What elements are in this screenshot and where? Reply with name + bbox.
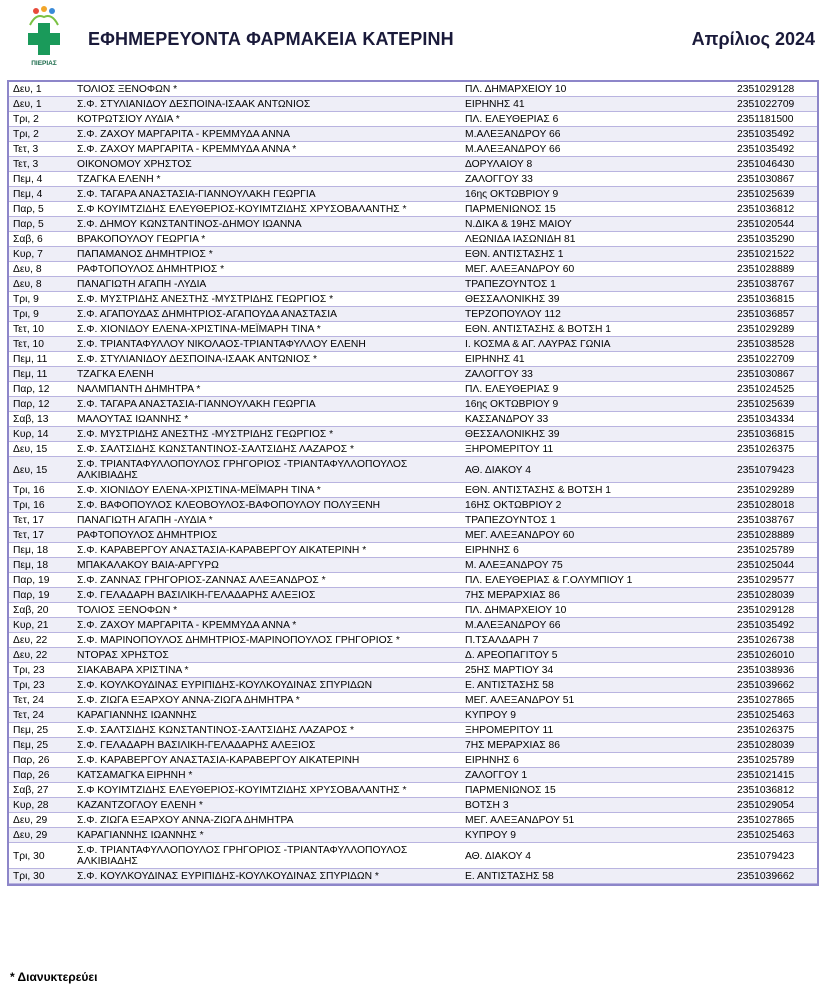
table-row [9,157,817,172]
row-phone: 2351028889 [733,528,817,543]
row-date: Κυρ, 28 [9,798,73,813]
table-row [9,869,817,884]
row-address: 16ΗΣ ΟΚΤΩΒΡΙΟΥ 2 [461,498,733,513]
row-date: Δευ, 8 [9,277,73,292]
row-pharmacy-name: Σ.Φ. ΑΓΑΠΟΥΔΑΣ ΔΗΜΗΤΡΙΟΣ-ΑΓΑΠΟΥΔΑ ΑΝΑΣΤΑΣΙΑ [73,307,461,322]
row-address: Ι. ΚΟΣΜΑ & ΑΓ. ΛΑΥΡΑΣ ΓΩΝΙΑ [461,337,733,352]
table-row [9,828,817,843]
row-date: Τρι, 16 [9,483,73,498]
row-phone: 2351029054 [733,798,817,813]
row-pharmacy-name: Σ.Φ. ΓΕΛΑΔΑΡΗ ΒΑΣΙΛΙΚΗ-ΓΕΛΑΔΑΡΗΣ ΑΛΕΞΙΟΣ [73,738,461,753]
row-pharmacy-name: Σ.Φ. ΤΡΙΑΝΤΑΦΥΛΛΟΠΟΥΛΟΣ ΓΡΗΓΟΡΙΟΣ -ΤΡΙΑΝΤΑΦΥΛΛΟΠΟΥΛΟΣ ΑΛΚΙΒΙΑΔΗΣ [73,457,461,483]
row-pharmacy-name: ΤΖΑΓΚΑ ΕΛΕΝΗ * [73,172,461,187]
row-pharmacy-name: Σ.Φ. ΤΡΙΑΝΤΑΦΥΛΛΟΠΟΥΛΟΣ ΓΡΗΓΟΡΙΟΣ -ΤΡΙΑΝΤΑΦΥΛΛΟΠΟΥΛΟΣ ΑΛΚΙΒΙΑΔΗΣ [73,843,461,869]
row-pharmacy-name: ΜΠΑΚΑΛΑΚΟΥ ΒΑΙΑ-ΑΡΓΥΡΩ [73,558,461,573]
row-address: ΒΟΤΣΗ 3 [461,798,733,813]
table-row [9,708,817,723]
row-date: Πεμ, 4 [9,172,73,187]
row-date: Τρι, 23 [9,678,73,693]
row-phone: 2351026375 [733,442,817,457]
row-address: ΜΕΓ. ΑΛΕΞΑΝΔΡΟΥ 60 [461,528,733,543]
row-phone: 2351025463 [733,708,817,723]
row-pharmacy-name: ΚΟΤΡΩΤΣΙΟΥ ΛΥΔΙΑ * [73,112,461,127]
row-pharmacy-name: ΤΟΛΙΟΣ ΞΕΝΟΦΩΝ * [73,82,461,97]
table-row [9,202,817,217]
table-row [9,498,817,513]
row-pharmacy-name: Σ.Φ. ΖΙΩΓΑ ΕΞΑΡΧΟΥ ΑΝΝΑ-ΖΙΩΓΑ ΔΗΜΗΤΡΑ [73,813,461,828]
row-date: Σαβ, 27 [9,783,73,798]
row-address: ΤΡΑΠΕΖΟΥΝΤΟΣ 1 [461,277,733,292]
row-date: Τρι, 30 [9,869,73,884]
table-row [9,412,817,427]
row-pharmacy-name: ΚΑΤΣΑΜΑΓΚΑ ΕΙΡΗΝΗ * [73,768,461,783]
row-address: ΖΑΛΟΓΓΟΥ 33 [461,172,733,187]
row-address: 16ης ΟΚΤΩΒΡΙΟΥ 9 [461,187,733,202]
table-row [9,217,817,232]
row-date: Τετ, 3 [9,157,73,172]
table-row [9,352,817,367]
row-address: 7ΗΣ ΜΕΡΑΡΧΙΑΣ 86 [461,588,733,603]
row-date: Κυρ, 21 [9,618,73,633]
row-address: ΠΛ. ΕΛΕΥΘΕΡΙΑΣ 6 [461,112,733,127]
row-pharmacy-name: Σ.Φ. ΖΑΧΟΥ ΜΑΡΓΑΡΙΤΑ - ΚΡΕΜΜΥΔΑ ΑΝΝΑ * [73,618,461,633]
page-header [0,0,825,75]
row-pharmacy-name: Σ.Φ. ΧΙΟΝΙΔΟΥ ΕΛΕΝΑ-ΧΡΙΣΤΙΝΑ-ΜΕΪΜΑΡΗ ΤΙΝΑ * [73,483,461,498]
row-date: Δευ, 22 [9,633,73,648]
row-phone: 2351029577 [733,573,817,588]
row-date: Σαβ, 6 [9,232,73,247]
row-phone: 2351079423 [733,457,817,483]
row-pharmacy-name: Σ.Φ. ΚΟΥΛΚΟΥΔΙΝΑΣ ΕΥΡΙΠΙΔΗΣ-ΚΟΥΛΚΟΥΔΙΝΑΣ ΣΠΥΡΙΔΩΝ * [73,869,461,884]
row-date: Τρι, 9 [9,307,73,322]
row-phone: 2351038936 [733,663,817,678]
table-row [9,112,817,127]
table-row [9,843,817,869]
row-phone: 2351029289 [733,322,817,337]
row-date: Παρ, 19 [9,588,73,603]
table-row [9,588,817,603]
row-phone: 2351038528 [733,337,817,352]
row-address: ΤΕΡΖΟΠΟΥΛΟΥ 112 [461,307,733,322]
row-address: ΤΡΑΠΕΖΟΥΝΤΟΣ 1 [461,513,733,528]
row-pharmacy-name: ΤΟΛΙΟΣ ΞΕΝΟΦΩΝ * [73,603,461,618]
row-phone: 2351028018 [733,498,817,513]
table-row [9,663,817,678]
row-pharmacy-name: ΡΑΦΤΟΠΟΥΛΟΣ ΔΗΜΗΤΡΙΟΣ * [73,262,461,277]
row-address: ΠΛ. ΔΗΜΑΡΧΕΙΟΥ 10 [461,82,733,97]
row-address: ΚΑΣΣΑΝΔΡΟΥ 33 [461,412,733,427]
row-pharmacy-name: Σ.Φ. ΜΑΡΙΝΟΠΟΥΛΟΣ ΔΗΜΗΤΡΙΟΣ-ΜΑΡΙΝΟΠΟΥΛΟΣ ΓΡΗΓΟΡΙΟΣ * [73,633,461,648]
row-phone: 2351027865 [733,813,817,828]
table-row [9,232,817,247]
row-pharmacy-name: Σ.Φ. ΖΑΧΟΥ ΜΑΡΓΑΡΙΤΑ - ΚΡΕΜΜΥΔΑ ΑΝΝΑ [73,127,461,142]
row-pharmacy-name: Σ.Φ. ΤΡΙΑΝΤΑΦΥΛΛΟΥ ΝΙΚΟΛΑΟΣ-ΤΡΙΑΝΤΑΦΥΛΛΟΥ ΕΛΕΝΗ [73,337,461,352]
row-address: Ε. ΑΝΤΙΣΤΑΣΗΣ 58 [461,678,733,693]
pharmacy-logo-icon [24,5,64,67]
row-pharmacy-name: ΜΑΛΟΥΤΑΣ ΙΩΑΝΝΗΣ * [73,412,461,427]
table-row [9,813,817,828]
row-pharmacy-name: ΝΤΟΡΑΣ ΧΡΗΣΤΟΣ [73,648,461,663]
table-row [9,247,817,262]
row-address: ΚΥΠΡΟΥ 9 [461,828,733,843]
row-phone: 2351038767 [733,277,817,292]
logo-text: ΠΙΕΡΙΑΣ [31,60,57,67]
row-date: Τετ, 10 [9,337,73,352]
table-row [9,543,817,558]
table-row [9,337,817,352]
row-phone: 2351029128 [733,82,817,97]
row-phone: 2351026010 [733,648,817,663]
table-row [9,573,817,588]
row-date: Τετ, 17 [9,513,73,528]
table-row [9,97,817,112]
row-phone: 2351022709 [733,97,817,112]
table-row [9,678,817,693]
row-pharmacy-name: ΤΖΑΓΚΑ ΕΛΕΝΗ [73,367,461,382]
table-row [9,277,817,292]
row-phone: 2351029128 [733,603,817,618]
row-phone: 2351038767 [733,513,817,528]
table-row [9,322,817,337]
table-row [9,367,817,382]
row-address: ΔΟΡΥΛΑΙΟΥ 8 [461,157,733,172]
row-date: Πεμ, 11 [9,367,73,382]
row-date: Τετ, 24 [9,693,73,708]
row-date: Τετ, 10 [9,322,73,337]
row-pharmacy-name: Σ.Φ. ΤΑΓΑΡΑ ΑΝΑΣΤΑΣΙΑ-ΓΙΑΝΝΟΥΛΑΚΗ ΓΕΩΡΓΙΑ [73,397,461,412]
table-row [9,693,817,708]
row-phone: 2351046430 [733,157,817,172]
row-phone: 2351039662 [733,678,817,693]
table-row [9,723,817,738]
row-address: ΠΑΡΜΕΝΙΩΝΟΣ 15 [461,202,733,217]
footnote: * Διανυκτερεύει [10,970,98,984]
row-date: Παρ, 12 [9,382,73,397]
row-address: ΠΑΡΜΕΝΙΩΝΟΣ 15 [461,783,733,798]
row-date: Δευ, 1 [9,97,73,112]
row-date: Πεμ, 11 [9,352,73,367]
row-address: ΕΙΡΗΝΗΣ 41 [461,97,733,112]
row-address: Μ. ΑΛΕΞΑΝΔΡΟΥ 75 [461,558,733,573]
row-phone: 2351079423 [733,843,817,869]
row-address: ΖΑΛΟΓΓΟΥ 1 [461,768,733,783]
row-address: Μ.ΑΛΕΞΑΝΔΡΟΥ 66 [461,127,733,142]
row-address: ΕΘΝ. ΑΝΤΙΣΤΑΣΗΣ & ΒΟΤΣΗ 1 [461,483,733,498]
row-address: ΕΘΝ. ΑΝΤΙΣΤΑΣΗΣ & ΒΟΤΣΗ 1 [461,322,733,337]
row-phone: 2351036815 [733,292,817,307]
row-phone: 2351021522 [733,247,817,262]
row-phone: 2351026738 [733,633,817,648]
row-pharmacy-name: ΡΑΦΤΟΠΟΥΛΟΣ ΔΗΜΗΤΡΙΟΣ [73,528,461,543]
row-phone: 2351028039 [733,738,817,753]
row-date: Δευ, 1 [9,82,73,97]
row-date: Δευ, 29 [9,828,73,843]
row-address: ΞΗΡΟΜΕΡΙΤΟΥ 11 [461,723,733,738]
row-pharmacy-name: Σ.Φ. ΖΙΩΓΑ ΕΞΑΡΧΟΥ ΑΝΝΑ-ΖΙΩΓΑ ΔΗΜΗΤΡΑ * [73,693,461,708]
row-pharmacy-name: Σ.Φ. ΖΑΧΟΥ ΜΑΡΓΑΡΙΤΑ - ΚΡΕΜΜΥΔΑ ΑΝΝΑ * [73,142,461,157]
row-pharmacy-name: ΚΑΖΑΝΤΖΟΓΛΟΥ ΕΛΕΝΗ * [73,798,461,813]
table-row [9,603,817,618]
row-address: ΜΕΓ. ΑΛΕΞΑΝΔΡΟΥ 60 [461,262,733,277]
row-phone: 2351181500 [733,112,817,127]
pharmacy-table [7,80,819,886]
row-date: Πεμ, 25 [9,738,73,753]
table-row [9,382,817,397]
row-address: ΕΙΡΗΝΗΣ 6 [461,753,733,768]
table-row [9,753,817,768]
row-address: Π.ΤΣΑΛΔΑΡΗ 7 [461,633,733,648]
row-date: Τρι, 23 [9,663,73,678]
row-date: Τρι, 30 [9,843,73,869]
row-phone: 2351036812 [733,202,817,217]
row-date: Σαβ, 20 [9,603,73,618]
row-date: Πεμ, 18 [9,543,73,558]
row-pharmacy-name: Σ.Φ. ΧΙΟΝΙΔΟΥ ΕΛΕΝΑ-ΧΡΙΣΤΙΝΑ-ΜΕΪΜΑΡΗ ΤΙΝΑ * [73,322,461,337]
month-label: Απρίλιος 2024 [691,29,815,49]
row-date: Δευ, 15 [9,457,73,483]
row-phone: 2351029289 [733,483,817,498]
row-date: Τετ, 24 [9,708,73,723]
table-row [9,618,817,633]
table-row [9,633,817,648]
row-date: Τρι, 2 [9,127,73,142]
row-phone: 2351025639 [733,187,817,202]
row-phone: 2351035290 [733,232,817,247]
row-pharmacy-name: Σ.Φ. ΔΗΜΟΥ ΚΩΝΣΤΑΝΤΙΝΟΣ-ΔΗΜΟΥ ΙΩΑΝΝΑ [73,217,461,232]
row-pharmacy-name: ΣΙΑΚΑΒΑΡΑ ΧΡΙΣΤΙΝΑ * [73,663,461,678]
table-row [9,142,817,157]
row-phone: 2351036815 [733,427,817,442]
row-date: Πεμ, 25 [9,723,73,738]
table-row [9,397,817,412]
row-date: Παρ, 26 [9,768,73,783]
row-address: ΕΙΡΗΝΗΣ 6 [461,543,733,558]
row-address: ΠΛ. ΕΛΕΥΘΕΡΙΑΣ 9 [461,382,733,397]
table-row [9,457,817,483]
row-phone: 2351025044 [733,558,817,573]
table-row [9,783,817,798]
row-pharmacy-name: Σ.Φ. ΒΑΦΟΠΟΥΛΟΣ ΚΛΕΟΒΟΥΛΟΣ-ΒΑΦΟΠΟΥΛΟΥ ΠΟΛΥΞΕΝΗ [73,498,461,513]
row-pharmacy-name: Σ.Φ. ΚΟΥΛΚΟΥΔΙΝΑΣ ΕΥΡΙΠΙΔΗΣ-ΚΟΥΛΚΟΥΔΙΝΑΣ ΣΠΥΡΙΔΩΝ [73,678,461,693]
row-date: Παρ, 26 [9,753,73,768]
row-address: ΘΕΣΣΑΛΟΝΙΚΗΣ 39 [461,292,733,307]
row-phone: 2351030867 [733,367,817,382]
row-address: ΛΕΩΝΙΔΑ ΙΑΣΩΝΙΔΗ 81 [461,232,733,247]
row-pharmacy-name: Σ.Φ ΚΟΥΙΜΤΖΙΔΗΣ ΕΛΕΥΘΕΡΙΟΣ-ΚΟΥΙΜΤΖΙΔΗΣ ΧΡΥΣΟΒΑΛΑΝΤΗΣ * [73,783,461,798]
row-address: ΜΕΓ. ΑΛΕΞΑΝΔΡΟΥ 51 [461,813,733,828]
row-date: Δευ, 8 [9,262,73,277]
row-pharmacy-name: ΠΑΠΑΜΑΝΟΣ ΔΗΜΗΤΡΙΟΣ * [73,247,461,262]
row-address: ΘΕΣΣΑΛΟΝΙΚΗΣ 39 [461,427,733,442]
row-date: Τρι, 9 [9,292,73,307]
table-row [9,187,817,202]
row-address: Μ.ΑΛΕΞΑΝΔΡΟΥ 66 [461,618,733,633]
row-pharmacy-name: Σ.Φ. ΚΑΡΑΒΕΡΓΟΥ ΑΝΑΣΤΑΣΙΑ-ΚΑΡΑΒΕΡΓΟΥ ΑΙΚΑΤΕΡΙΝΗ * [73,543,461,558]
row-phone: 2351025463 [733,828,817,843]
row-date: Παρ, 19 [9,573,73,588]
row-pharmacy-name: Σ.Φ. ΚΑΡΑΒΕΡΓΟΥ ΑΝΑΣΤΑΣΙΑ-ΚΑΡΑΒΕΡΓΟΥ ΑΙΚΑΤΕΡΙΝΗ [73,753,461,768]
row-date: Παρ, 5 [9,202,73,217]
row-phone: 2351028039 [733,588,817,603]
row-phone: 2351028889 [733,262,817,277]
row-date: Τρι, 16 [9,498,73,513]
row-address: ΕΘΝ. ΑΝΤΙΣΤΑΣΗΣ 1 [461,247,733,262]
table-row [9,558,817,573]
table-row [9,427,817,442]
row-date: Κυρ, 14 [9,427,73,442]
row-address: ΕΙΡΗΝΗΣ 41 [461,352,733,367]
row-address: ΞΗΡΟΜΕΡΙΤΟΥ 11 [461,442,733,457]
row-phone: 2351039662 [733,869,817,884]
row-phone: 2351022709 [733,352,817,367]
row-address: ΑΘ. ΔΙΑΚΟΥ 4 [461,457,733,483]
row-date: Δευ, 15 [9,442,73,457]
row-phone: 2351034334 [733,412,817,427]
table-row [9,483,817,498]
row-address: Μ.ΑΛΕΞΑΝΔΡΟΥ 66 [461,142,733,157]
row-pharmacy-name: ΒΡΑΚΟΠΟΥΛΟΥ ΓΕΩΡΓΙΑ * [73,232,461,247]
row-phone: 2351030867 [733,172,817,187]
row-phone: 2351021415 [733,768,817,783]
row-date: Τετ, 17 [9,528,73,543]
row-phone: 2351027865 [733,693,817,708]
row-pharmacy-name: ΚΑΡΑΓΙΑΝΝΗΣ ΙΩΑΝΝΗΣ * [73,828,461,843]
row-date: Δευ, 29 [9,813,73,828]
row-date: Δευ, 22 [9,648,73,663]
row-pharmacy-name: Σ.Φ ΚΟΥΙΜΤΖΙΔΗΣ ΕΛΕΥΘΕΡΙΟΣ-ΚΟΥΙΜΤΖΙΔΗΣ ΧΡΥΣΟΒΑΛΑΝΤΗΣ * [73,202,461,217]
row-phone: 2351020544 [733,217,817,232]
table-row [9,648,817,663]
row-phone: 2351026375 [733,723,817,738]
row-date: Πεμ, 4 [9,187,73,202]
table-row [9,798,817,813]
row-pharmacy-name: Σ.Φ. ΣΑΛΤΣΙΔΗΣ ΚΩΝΣΤΑΝΤΙΝΟΣ-ΣΑΛΤΣΙΔΗΣ ΛΑΖΑΡΟΣ * [73,723,461,738]
row-date: Τετ, 3 [9,142,73,157]
row-phone: 2351036812 [733,783,817,798]
row-pharmacy-name: Σ.Φ. ΣΑΛΤΣΙΔΗΣ ΚΩΝΣΤΑΝΤΙΝΟΣ-ΣΑΛΤΣΙΔΗΣ ΛΑΖΑΡΟΣ * [73,442,461,457]
row-phone: 2351035492 [733,618,817,633]
row-phone: 2351025639 [733,397,817,412]
row-pharmacy-name: ΝΑΛΜΠΑΝΤΗ ΔΗΜΗΤΡΑ * [73,382,461,397]
table-row [9,513,817,528]
row-date: Κυρ, 7 [9,247,73,262]
row-pharmacy-name: ΠΑΝΑΓΙΩΤΗ ΑΓΑΠΗ -ΛΥΔΙΑ [73,277,461,292]
row-date: Τρι, 2 [9,112,73,127]
row-address: Ν.ΔΙΚΑ & 19ΗΣ ΜΑΙΟΥ [461,217,733,232]
row-address: 25ΗΣ ΜΑΡΤΙΟΥ 34 [461,663,733,678]
table-row [9,738,817,753]
row-pharmacy-name: Σ.Φ. ΣΤΥΛΙΑΝΙΔΟΥ ΔΕΣΠΟΙΝΑ-ΙΣΑΑΚ ΑΝΤΩΝΙΟΣ * [73,352,461,367]
row-address: ΚΥΠΡΟΥ 9 [461,708,733,723]
table-row [9,307,817,322]
row-phone: 2351024525 [733,382,817,397]
page-title: ΕΦΗΜΕΡΕΥΟΝΤΑ ΦΑΡΜΑΚΕΙΑ ΚΑΤΕΡΙΝΗ [88,29,454,49]
row-address: ΖΑΛΟΓΓΟΥ 33 [461,367,733,382]
table-row [9,768,817,783]
row-pharmacy-name: ΚΑΡΑΓΙΑΝΝΗΣ ΙΩΑΝΝΗΣ [73,708,461,723]
row-address: Ε. ΑΝΤΙΣΤΑΣΗΣ 58 [461,869,733,884]
row-pharmacy-name: Σ.Φ. ΜΥΣΤΡΙΔΗΣ ΑΝΕΣΤΗΣ -ΜΥΣΤΡΙΔΗΣ ΓΕΩΡΓΙΟΣ * [73,292,461,307]
row-date: Παρ, 12 [9,397,73,412]
row-pharmacy-name: Σ.Φ. ΣΤΥΛΙΑΝΙΔΟΥ ΔΕΣΠΟΙΝΑ-ΙΣΑΑΚ ΑΝΤΩΝΙΟΣ [73,97,461,112]
row-address: ΠΛ. ΕΛΕΥΘΕΡΙΑΣ & Γ.ΟΛΥΜΠΙΟΥ 1 [461,573,733,588]
row-phone: 2351025789 [733,543,817,558]
row-pharmacy-name: Σ.Φ. ΖΑΝΝΑΣ ΓΡΗΓΟΡΙΟΣ-ΖΑΝΝΑΣ ΑΛΕΞΑΝΔΡΟΣ * [73,573,461,588]
row-date: Παρ, 5 [9,217,73,232]
pharmacy-rows [9,82,817,884]
table-row [9,172,817,187]
row-address: ΠΛ. ΔΗΜΑΡΧΕΙΟΥ 10 [461,603,733,618]
row-pharmacy-name: ΠΑΝΑΓΙΩΤΗ ΑΓΑΠΗ -ΛΥΔΙΑ * [73,513,461,528]
row-address: Δ. ΑΡΕΟΠΑΓΙΤΟΥ 5 [461,648,733,663]
table-row [9,442,817,457]
table-row [9,127,817,142]
row-phone: 2351036857 [733,307,817,322]
table-row [9,262,817,277]
table-row [9,292,817,307]
row-address: ΑΘ. ΔΙΑΚΟΥ 4 [461,843,733,869]
row-phone: 2351035492 [733,142,817,157]
row-phone: 2351035492 [733,127,817,142]
row-address: ΜΕΓ. ΑΛΕΞΑΝΔΡΟΥ 51 [461,693,733,708]
table-row [9,82,817,97]
row-address: 7ΗΣ ΜΕΡΑΡΧΙΑΣ 86 [461,738,733,753]
row-pharmacy-name: Σ.Φ. ΤΑΓΑΡΑ ΑΝΑΣΤΑΣΙΑ-ΓΙΑΝΝΟΥΛΑΚΗ ΓΕΩΡΓΙΑ [73,187,461,202]
row-address: 16ης ΟΚΤΩΒΡΙΟΥ 9 [461,397,733,412]
row-date: Πεμ, 18 [9,558,73,573]
row-phone: 2351025789 [733,753,817,768]
row-pharmacy-name: ΟΙΚΟΝΟΜΟΥ ΧΡΗΣΤΟΣ [73,157,461,172]
row-date: Σαβ, 13 [9,412,73,427]
row-pharmacy-name: Σ.Φ. ΜΥΣΤΡΙΔΗΣ ΑΝΕΣΤΗΣ -ΜΥΣΤΡΙΔΗΣ ΓΕΩΡΓΙΟΣ * [73,427,461,442]
row-pharmacy-name: Σ.Φ. ΓΕΛΑΔΑΡΗ ΒΑΣΙΛΙΚΗ-ΓΕΛΑΔΑΡΗΣ ΑΛΕΞΙΟΣ [73,588,461,603]
table-row [9,528,817,543]
